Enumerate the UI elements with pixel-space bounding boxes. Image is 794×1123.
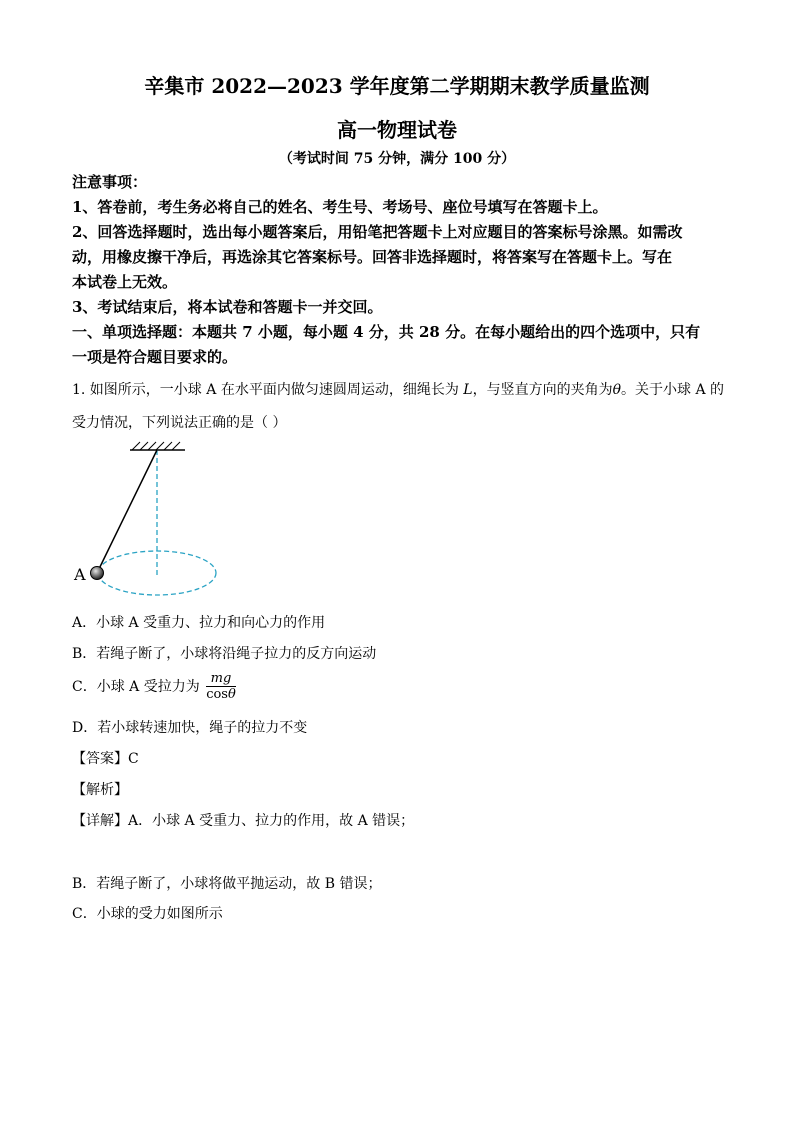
section-heading-line-1: 一、单项选择题：本题共 7 小题，每小题 4 分，共 28 分。在每小题给出的四个选项中，只有 xyxy=(72,323,701,341)
detail-a: 【详解】A．小球 A 受重力、拉力的作用，故 A 错误； xyxy=(72,813,415,829)
note-line-1: 1、答卷前，考生务必将自己的姓名、考生号、考场号、座位号填写在答题卡上。 xyxy=(72,198,608,216)
answer: 【答案】C xyxy=(72,751,139,767)
ball-a xyxy=(91,567,104,580)
detail-b: B．若绳子断了，小球将做平抛运动，故 B 错误； xyxy=(72,876,382,892)
exam-subject: 高一物理试卷 xyxy=(337,118,457,142)
option-b: B．若绳子断了，小球将沿绳子拉力的反方向运动 xyxy=(72,646,377,662)
variable-L: L xyxy=(463,382,473,398)
ceiling-hatching xyxy=(132,442,180,450)
exam-info: （考试时间 75 分钟，满分 100 分） xyxy=(278,151,516,167)
exam-title: 辛集市 2022—2023 学年度第二学期期末教学质量监测 xyxy=(144,74,650,98)
variable-theta: θ xyxy=(612,382,622,398)
option-c: C．小球 A 受拉力为 $\frac{mg}{\cos\theta}$ xyxy=(72,671,236,702)
detail-c: C．小球的受力如图所示 xyxy=(72,906,223,922)
note-line-2a: 2、回答选择题时，选出每小题答案后，用铅笔把答题卡上对应题目的答案标号涂黑。如需改 xyxy=(72,223,683,241)
option-d: D．若小球转速加快，绳子的拉力不变 xyxy=(72,720,308,736)
note-line-2b: 动，用橡皮擦干净后，再选涂其它答案标号。回答非选择题时，将答案写在答题卡上。写在 xyxy=(72,248,673,266)
analysis-label: 【解析】 xyxy=(72,782,128,798)
question-1-stem: 1. 如图所示，一小球 A 在水平面内做匀速圆周运动，细绳长为 L，与竖直方向的夹角为θ。关于小球 A 的 xyxy=(72,382,725,398)
conical-pendulum-figure xyxy=(60,440,240,610)
option-a: A．小球 A 受重力、拉力和向心力的作用 xyxy=(72,615,326,631)
note-line-2c: 本试卷上无效。 xyxy=(72,273,178,291)
tension-fraction: $\frac{mg}{\cos\theta}$ xyxy=(206,671,236,702)
question-1-stem-line-2: 受力情况，下列说法正确的是（ ） xyxy=(72,415,287,431)
notes-heading: 注意事项： xyxy=(72,173,148,191)
note-line-3: 3、考试结束后，将本试卷和答题卡一并交回。 xyxy=(72,298,383,316)
ball-label-a: A xyxy=(74,565,86,584)
section-heading-line-2: 一项是符合题目要求的。 xyxy=(72,348,238,366)
